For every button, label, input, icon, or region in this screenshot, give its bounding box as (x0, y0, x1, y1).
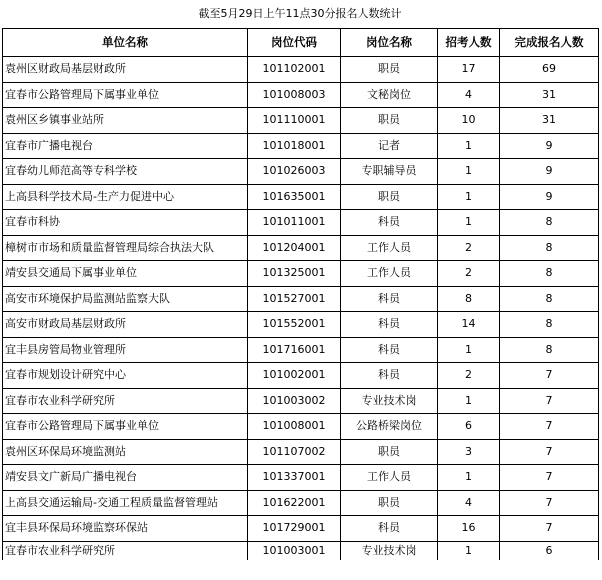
cell-unit: 宜春市广播电视台 (3, 133, 248, 159)
cell-position: 科员 (341, 286, 438, 312)
cell-code: 101008003 (248, 82, 341, 108)
cell-quota: 2 (438, 261, 500, 287)
cell-position: 科员 (341, 210, 438, 236)
cell-code: 101011001 (248, 210, 341, 236)
cell-quota: 4 (438, 82, 500, 108)
table-row (3, 439, 599, 465)
table-row (3, 286, 599, 312)
page-title: 截至5月29日上午11点30分报名人数统计 (198, 7, 402, 20)
cell-applied: 8 (500, 261, 599, 287)
cell-position: 工作人员 (341, 465, 438, 491)
cell-position: 工作人员 (341, 235, 438, 261)
cell-position: 工作人员 (341, 261, 438, 287)
cell-unit: 袁州区乡镇事业站所 (3, 108, 248, 134)
table-row (3, 337, 599, 363)
cell-quota: 1 (438, 465, 500, 491)
cell-position: 科员 (341, 337, 438, 363)
cell-position: 专业技术岗 (341, 388, 438, 414)
cell-position: 专职辅导员 (341, 159, 438, 185)
cell-unit: 上高县科学技术局-生产力促进中心 (3, 184, 248, 210)
cell-code: 101008001 (248, 414, 341, 440)
cell-position: 科员 (341, 363, 438, 389)
cell-unit: 宜春市科协 (3, 210, 248, 236)
header-position: 岗位名称 (341, 29, 438, 57)
cell-unit: 高安市环境保护局监测站监察大队 (3, 286, 248, 312)
cell-applied: 9 (500, 133, 599, 159)
cell-unit: 高安市财政局基层财政所 (3, 312, 248, 338)
cell-unit: 上高县交通运输局-交通工程质量监督管理站 (3, 490, 248, 516)
cell-unit: 袁州区财政局基层财政所 (3, 57, 248, 83)
cell-unit: 宜春市公路管理局下属事业单位 (3, 82, 248, 108)
cell-applied: 7 (500, 439, 599, 465)
cell-position: 职员 (341, 439, 438, 465)
cell-applied: 8 (500, 286, 599, 312)
cell-applied: 31 (500, 82, 599, 108)
table-row (3, 108, 599, 134)
cell-quota: 6 (438, 414, 500, 440)
cell-applied: 7 (500, 414, 599, 440)
cell-quota: 2 (438, 235, 500, 261)
header-code: 岗位代码 (248, 29, 341, 57)
table-body (3, 57, 599, 560)
cell-unit: 宜丰县房管局物业管理所 (3, 337, 248, 363)
cell-code: 101337001 (248, 465, 341, 491)
cell-quota: 4 (438, 490, 500, 516)
cell-applied: 6 (500, 541, 599, 560)
table-header-row (3, 29, 599, 57)
cell-quota: 1 (438, 388, 500, 414)
cell-unit: 宜春市农业科学研究所 (3, 388, 248, 414)
cell-applied: 9 (500, 159, 599, 185)
cell-code: 101110001 (248, 108, 341, 134)
cell-quota: 3 (438, 439, 500, 465)
cell-applied: 7 (500, 388, 599, 414)
cell-quota: 1 (438, 159, 500, 185)
cell-quota: 1 (438, 133, 500, 159)
cell-code: 101325001 (248, 261, 341, 287)
cell-applied: 8 (500, 210, 599, 236)
cell-quota: 16 (438, 516, 500, 542)
cell-quota: 14 (438, 312, 500, 338)
cell-applied: 7 (500, 516, 599, 542)
table-row (3, 465, 599, 491)
table-row (3, 133, 599, 159)
cell-code: 101002001 (248, 363, 341, 389)
table-row (3, 414, 599, 440)
cell-code: 101102001 (248, 57, 341, 83)
cell-position: 科员 (341, 312, 438, 338)
cell-unit: 宜春市公路管理局下属事业单位 (3, 414, 248, 440)
cell-quota: 1 (438, 210, 500, 236)
cell-unit: 宜春市规划设计研究中心 (3, 363, 248, 389)
table-row (3, 159, 599, 185)
table-row (3, 312, 599, 338)
table-row (3, 57, 599, 83)
cell-code: 101552001 (248, 312, 341, 338)
cell-code: 101026003 (248, 159, 341, 185)
table-row (3, 388, 599, 414)
cell-unit: 靖安县交通局下属事业单位 (3, 261, 248, 287)
header-unit: 单位名称 (3, 29, 248, 57)
table-row (3, 82, 599, 108)
cell-applied: 7 (500, 363, 599, 389)
table-row (3, 516, 599, 542)
cell-position: 职员 (341, 108, 438, 134)
table-row (3, 261, 599, 287)
cell-position: 职员 (341, 184, 438, 210)
cell-unit: 靖安县文广新局广播电视台 (3, 465, 248, 491)
cell-code: 101729001 (248, 516, 341, 542)
cell-position: 公路桥梁岗位 (341, 414, 438, 440)
cell-position: 职员 (341, 490, 438, 516)
cell-code: 101527001 (248, 286, 341, 312)
cell-code: 101716001 (248, 337, 341, 363)
cell-unit: 宜春幼儿师范高等专科学校 (3, 159, 248, 185)
cell-code: 101635001 (248, 184, 341, 210)
cell-unit: 樟树市市场和质量监督管理局综合执法大队 (3, 235, 248, 261)
cell-applied: 9 (500, 184, 599, 210)
cell-position: 科员 (341, 516, 438, 542)
cell-position: 记者 (341, 133, 438, 159)
cell-code: 101003001 (248, 541, 341, 560)
table-row (3, 363, 599, 389)
cell-position: 职员 (341, 57, 438, 83)
cell-applied: 8 (500, 312, 599, 338)
statistics-table (2, 28, 599, 560)
cell-position: 专业技术岗 (341, 541, 438, 560)
cell-applied: 7 (500, 465, 599, 491)
cell-code: 101622001 (248, 490, 341, 516)
cell-code: 101018001 (248, 133, 341, 159)
cell-quota: 1 (438, 337, 500, 363)
cell-unit: 袁州区环保局环境监测站 (3, 439, 248, 465)
cell-quota: 1 (438, 541, 500, 560)
cell-quota: 8 (438, 286, 500, 312)
cell-unit: 宜春市农业科学研究所 (3, 541, 248, 560)
cell-quota: 17 (438, 57, 500, 83)
cell-quota: 2 (438, 363, 500, 389)
cell-code: 101107002 (248, 439, 341, 465)
table-row (3, 210, 599, 236)
table-row (3, 541, 599, 560)
cell-code: 101003002 (248, 388, 341, 414)
header-quota: 招考人数 (438, 29, 500, 57)
cell-position: 文秘岗位 (341, 82, 438, 108)
cell-applied: 7 (500, 490, 599, 516)
header-applied: 完成报名人数 (500, 29, 599, 57)
cell-applied: 8 (500, 235, 599, 261)
table-row (3, 235, 599, 261)
table-row (3, 490, 599, 516)
cell-unit: 宜丰县环保局环境监察环保站 (3, 516, 248, 542)
cell-quota: 10 (438, 108, 500, 134)
cell-code: 101204001 (248, 235, 341, 261)
cell-applied: 8 (500, 337, 599, 363)
cell-applied: 31 (500, 108, 599, 134)
table-row (3, 184, 599, 210)
cell-applied: 69 (500, 57, 599, 83)
cell-quota: 1 (438, 184, 500, 210)
